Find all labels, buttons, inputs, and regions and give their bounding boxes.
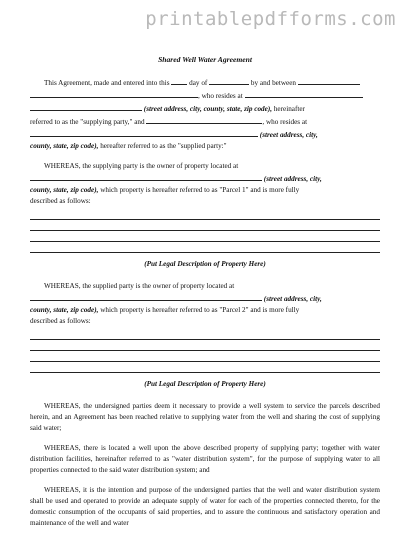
address-hint-1: (street address, city, county, state, zip code),	[143, 105, 273, 113]
parcel2-text-e: described as follows:	[30, 317, 91, 325]
intro-text-a: This Agreement, made and entered into this	[44, 79, 170, 87]
intro-text-b: day of	[189, 79, 208, 87]
party2-address-field[interactable]	[30, 128, 258, 137]
parcel1-address-field[interactable]	[30, 172, 262, 181]
parcel1-description-placeholder: (Put Legal Description of Property Here)	[144, 260, 266, 268]
intro-text-d: , who resides at	[198, 92, 243, 100]
parcel1-text-a: WHEREAS, the supplying party is the owner of property located at	[44, 162, 239, 170]
parcel1-paragraph	[30, 161, 380, 207]
intro-text-h: , who resides at	[262, 118, 308, 126]
parcel2-text-a: WHEREAS, the supplied party is the owner of property located at	[44, 282, 235, 290]
description-line[interactable]	[30, 340, 380, 351]
whereas-paragraph-intention: WHEREAS, it is the intention and purpose of the undersigned parties that the well and water distribution system shall be used and operated to provide an adequate supply of water for each of the properties connected thereto, for the domestic consumption of the occupants of said properties, and to assure the continuous and satisfactory operation and maintenance of the well and water	[30, 486, 380, 527]
whereas-paragraph-well-system: WHEREAS, the undersigned parties deem it necessary to provide a well system to service the parcels described herein, and an Agreement has been reached relative to supplying water from the well and sharing the cost of supplying said water;	[30, 402, 380, 432]
intro-text-f: hereinafter	[273, 105, 305, 113]
parcel1-address-hint-2: county, state, zip code),	[30, 186, 99, 194]
parcel2-description-lines[interactable]	[30, 329, 380, 373]
description-line[interactable]	[30, 329, 380, 340]
party1-address-field[interactable]	[30, 102, 142, 111]
description-line[interactable]	[30, 242, 380, 253]
month-field[interactable]	[209, 76, 249, 85]
address-hint-3: county, state, zip code),	[30, 142, 99, 150]
description-line[interactable]	[30, 362, 380, 373]
description-line[interactable]	[30, 231, 380, 242]
intro-text-k: hereafter referred to as the "supplied party:"	[100, 142, 227, 150]
parcel1-text-e: described as follows:	[30, 197, 91, 205]
parcel2-text-d: which property is hereafter referred to as "Parcel 2" and is more fully	[100, 306, 300, 314]
party1-name-field[interactable]	[30, 89, 198, 98]
intro-paragraph	[30, 76, 380, 152]
parcel2-description-placeholder: (Put Legal Description of Property Here)	[144, 380, 266, 388]
agreement-document	[30, 54, 380, 538]
document-title: Shared Well Water Agreement	[158, 55, 252, 64]
parcel2-address-hint: (street address, city,	[263, 295, 322, 303]
description-line[interactable]	[30, 209, 380, 220]
parcel2-paragraph	[30, 281, 380, 327]
watermark-logo: printablepdfforms.com	[145, 8, 396, 30]
parcel2-address-field[interactable]	[30, 292, 262, 301]
address-hint-2: (street address, city,	[259, 131, 318, 139]
party1-address-field-start[interactable]	[245, 89, 363, 98]
day-field[interactable]	[171, 76, 187, 85]
parcel1-description-lines[interactable]	[30, 209, 380, 253]
parcel2-address-hint-2: county, state, zip code),	[30, 306, 99, 314]
whereas-paragraph-distribution: WHEREAS, there is located a well upon the above described property of supplying party; together with water distribution facilities, hereinafter referred to as "water distribution system", for the purpose of supplying water to all properties connected to the said water distribution system; and	[30, 444, 380, 474]
party1-name-field-start[interactable]	[298, 76, 360, 85]
parcel1-text-d: which property is hereafter referred to as "Parcel 1" and is more fully	[100, 186, 300, 194]
parcel1-address-hint: (street address, city,	[263, 175, 322, 183]
intro-text-g: referred to as the "supplying party," and	[30, 118, 145, 126]
description-line[interactable]	[30, 220, 380, 231]
party2-name-field[interactable]	[146, 115, 262, 124]
intro-text-c: by and between	[250, 79, 297, 87]
description-line[interactable]	[30, 351, 380, 362]
